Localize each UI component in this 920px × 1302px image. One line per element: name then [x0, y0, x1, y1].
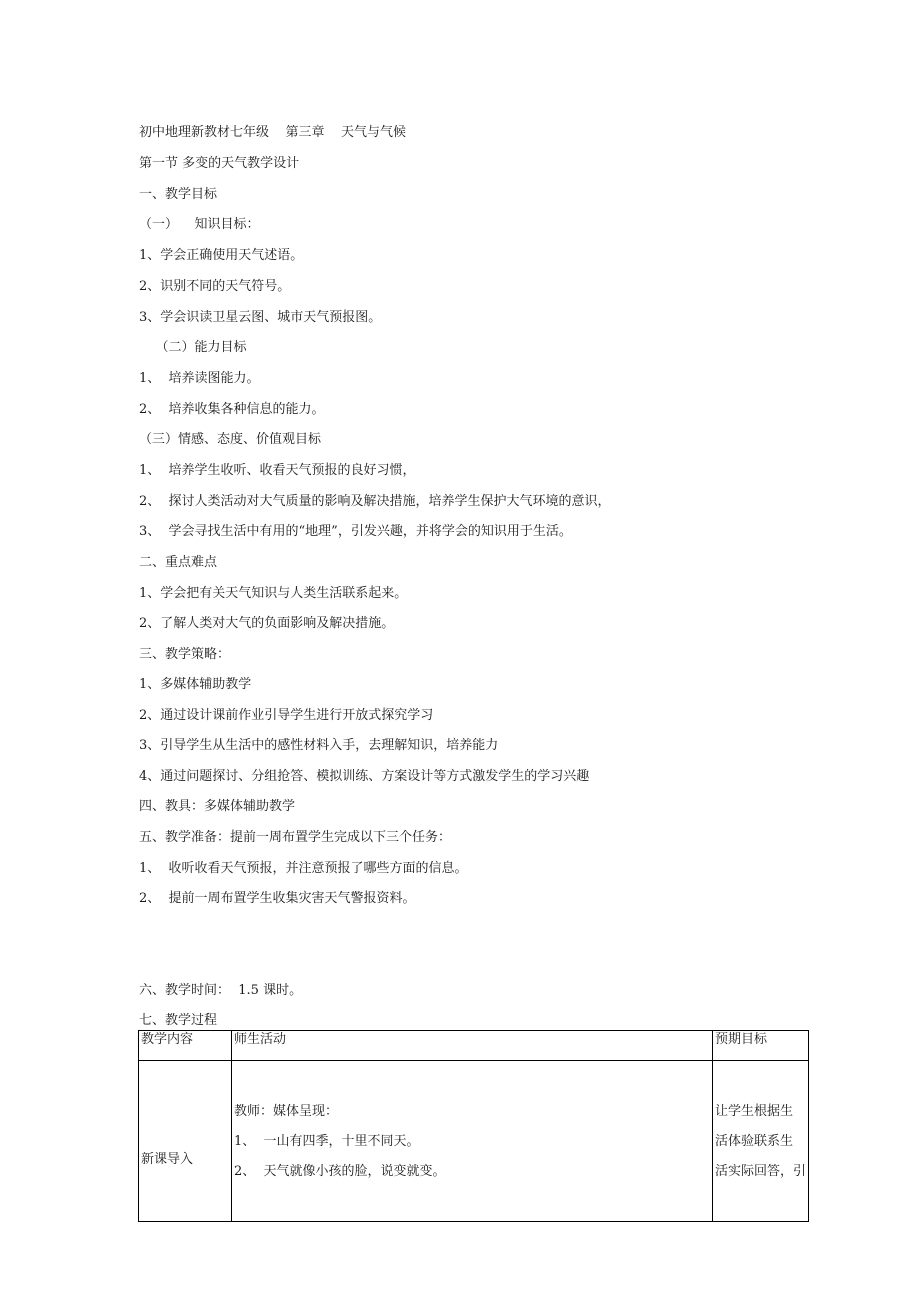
activity-line: 教师：媒体呈现：	[234, 1104, 339, 1119]
text-line: 1、 培养学生收听、收看天气预报的良好习惯，	[139, 463, 416, 478]
text-line: 1、学会把有关天气知识与人类生活联系起来。	[139, 586, 408, 601]
text-line: 1、 培养读图能力。	[139, 371, 260, 386]
text-line: 2、 提前一周布置学生收集灾害天气警报资料。	[139, 891, 416, 906]
heading-process: 七、教学过程	[139, 1013, 218, 1028]
subheading-knowledge: （一） 知识目标：	[139, 217, 260, 232]
text-line: 3、引导学生从生活中的感性材料入手，去理解知识，培养能力	[139, 738, 499, 753]
lesson-table	[138, 1030, 809, 1222]
text-line: 2、识别不同的天气符号。	[139, 279, 291, 294]
header-content: 教学内容	[139, 1031, 232, 1061]
text-line: 1、学会正确使用天气述语。	[139, 248, 304, 263]
activity-line: 2、 天气就像小孩的脸，说变就变。	[234, 1164, 446, 1179]
text-line: 3、 学会寻找生活中有用的“地理”，引发兴趣，并将学会的知识用于生活。	[139, 524, 572, 539]
heading-time: 六、教学时间： 1.5 课时。	[139, 983, 303, 998]
text-line: 1、 收听收看天气预报，并注意预报了哪些方面的信息。	[139, 861, 468, 876]
heading-tools: 四、教具：多媒体辅助教学	[139, 799, 296, 814]
text-line: 1、多媒体辅助教学	[139, 677, 252, 692]
row-content-text: 新课导入	[141, 1152, 194, 1167]
text-line: 2、通过设计课前作业引导学生进行开放式探究学习	[139, 708, 434, 723]
text-line: 4、通过问题探讨、分组抢答、模拟训练、方案设计等方式激发学生的学习兴趣	[139, 769, 590, 784]
heading-key-points: 二、重点难点	[139, 555, 218, 570]
heading-strategy: 三、教学策略：	[139, 647, 231, 662]
row-activity	[232, 1061, 713, 1222]
subheading-attitude: （三）情感、态度、价值观目标	[139, 432, 322, 447]
text-line: 3、学会识读卫星云图、城市天气预报图。	[139, 310, 382, 325]
header-goal: 预期目标	[713, 1031, 809, 1061]
text-line: 2、了解人类对大气的负面影响及解决措施。	[139, 616, 395, 631]
activity-line: 1、 一山有四季，十里不同天。	[234, 1134, 420, 1149]
header-activity: 师生活动	[232, 1031, 713, 1061]
goal-line: 让学生根据生	[715, 1104, 794, 1119]
table-row	[139, 1061, 809, 1222]
text-line: 2、 培养收集各种信息的能力。	[139, 402, 325, 417]
subheading-ability: （二）能力目标	[139, 340, 247, 355]
goal-line: 活实际回答，引	[715, 1164, 806, 1179]
row-content	[139, 1061, 232, 1222]
row-goal	[713, 1061, 809, 1222]
doc-title: 初中地理新教材七年级 第三章 天气与气候	[139, 125, 407, 140]
text-line: 2、 探讨人类活动对大气质量的影响及解决措施，培养学生保护大气环境的意识，	[139, 494, 611, 509]
section-title: 第一节 多变的天气教学设计	[139, 156, 300, 171]
heading-preparation: 五、教学准备：提前一周布置学生完成以下三个任务：	[139, 830, 452, 845]
table-header-row	[139, 1031, 809, 1061]
goal-line: 活体验联系生	[715, 1134, 794, 1149]
heading-objectives: 一、教学目标	[139, 187, 218, 202]
